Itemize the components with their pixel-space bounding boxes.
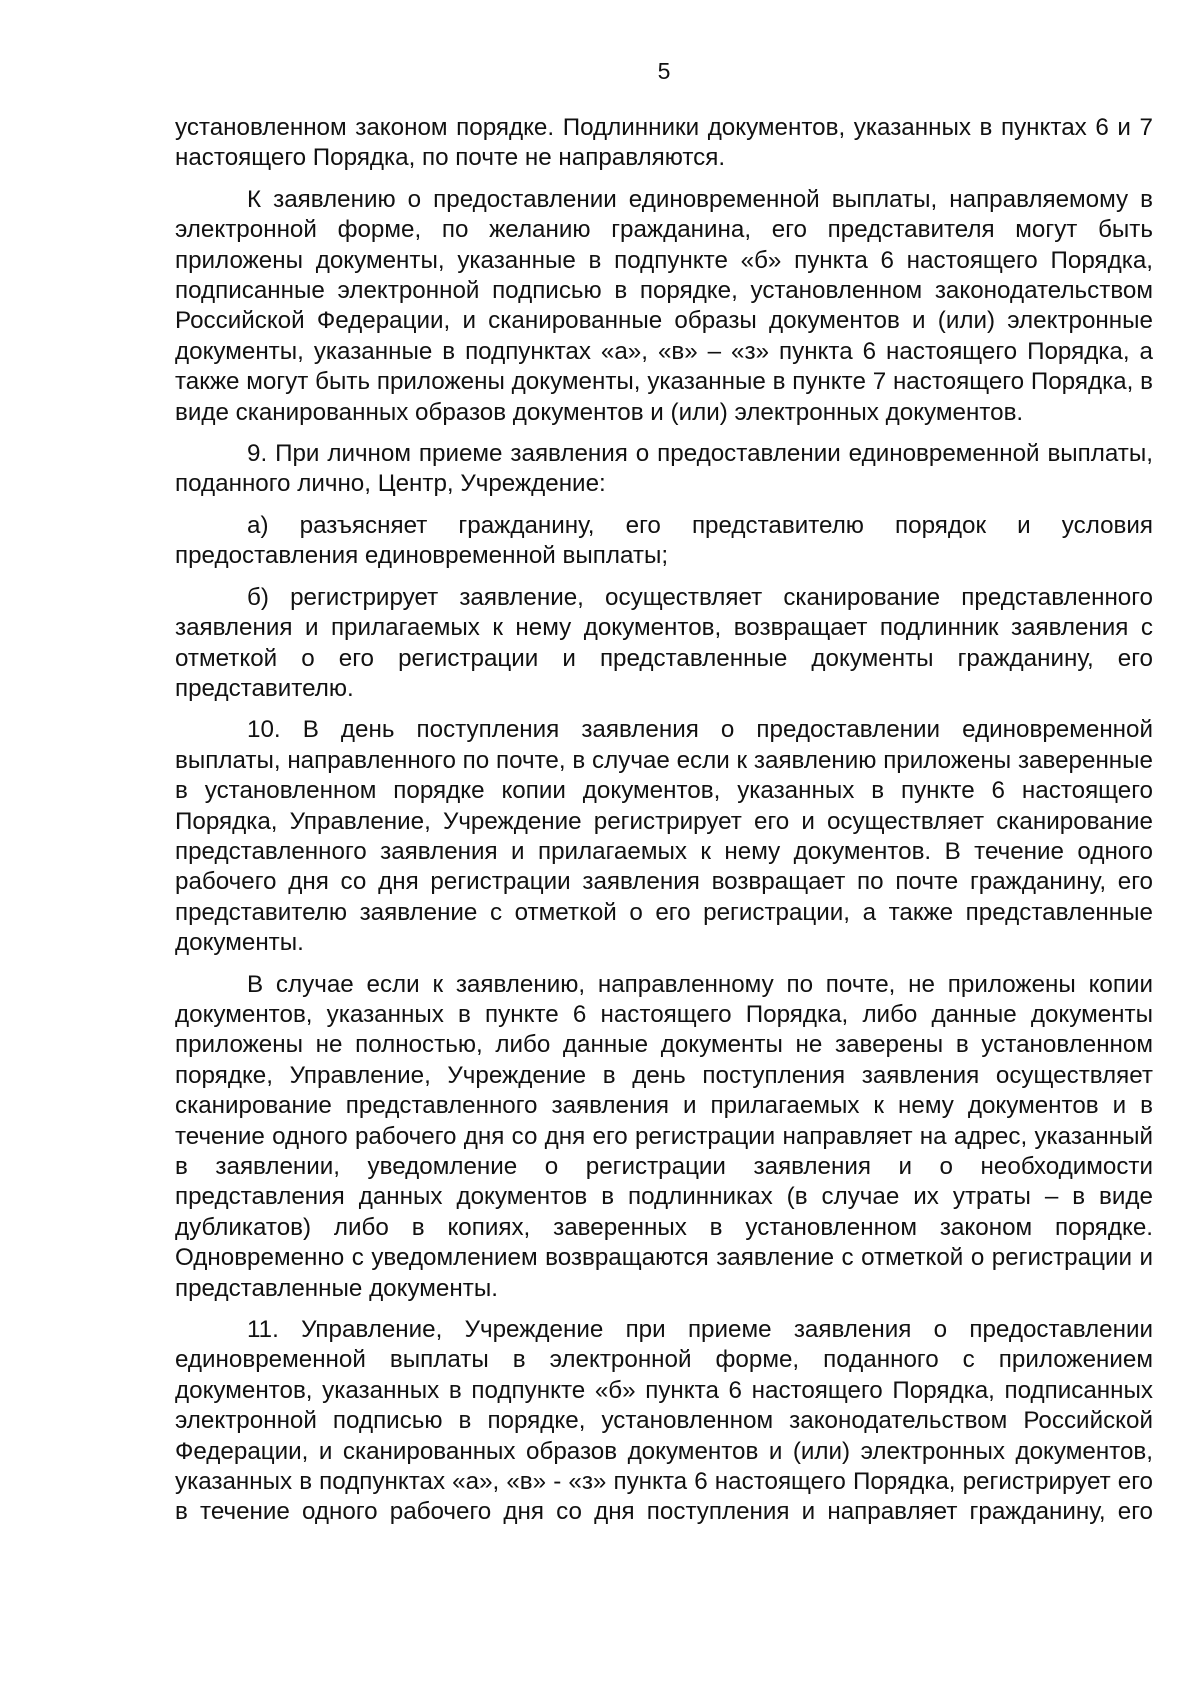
paragraph-electronic-attachments: К заявлению о предоставлении единовременной выплаты, направляемому в электронной форме, по желанию гражданина, его представителя могут быть приложены документы, указанные в подпункте «б» пункта 6 настоящего Порядка, подписанные электронной подписью в порядке, установленном законодательством Российской Федерации, и сканированные образы документов и (или) электронные документы, указанные в подпунктах «а», «в» – «з» пункта 6 настоящего Порядка, а также могут быть приложены документы, указанные в пункте 7 настоящего Порядка, в виде сканированных образов документов и (или) электронных документов. bbox=[175, 185, 1153, 426]
paragraph-clause-9-b: б) регистрирует заявление, осуществляет сканирование представленного заявления и прилагаемых к нему документов, возвращает подлинник заявления с отметкой о его регистрации и представленные документы гражданину, его представителю. bbox=[175, 583, 1153, 702]
paragraph-clause-9: 9. При личном приеме заявления о предоставлении единовременной выплаты, поданного лично, Центр, Учреждение: bbox=[175, 440, 1153, 498]
paragraph-clause-9-a: а) разъясняет гражданину, его представителю порядок и условия предоставления единовременной выплаты; bbox=[175, 511, 1153, 570]
paragraph-clause-11: 11. Управление, Учреждение при приеме заявления о предоставлении единовременной выплаты в электронной форме, поданного с приложением документов, указанных в подпункте «б» пункта 6 настоящего Порядка, подписанных электронной подписью в порядке, установленном законодательством Российской Федерации, и сканированных образов документов и (или) электронных документов, указанных в подпунктах «а», «в» - «з» пункта 6 настоящего Порядка, регистрирует его в течение одного рабочего дня со дня поступления и направляет гражданину, его bbox=[175, 1316, 1153, 1526]
paragraph-continuation: установленном законом порядке. Подлинники документов, указанных в пунктах 6 и 7 настоящего Порядка, по почте не направляются. bbox=[175, 114, 1153, 172]
paragraph-clause-10-missing-copies: В случае если к заявлению, направленному по почте, не приложены копии документов, указанных в пункте 6 настоящего Порядка, либо данные документы приложены не полностью, либо данные документы не заверены в установленном порядке, Управление, Учреждение в день поступления заявления осуществляет сканирование представленного заявления и прилагаемых к нему документов и в течение одного рабочего дня со дня его регистрации направляет на адрес, указанный в заявлении, уведомление о регистрации заявления и о необходимости представления данных документов в подлинниках (в случае их утраты – в виде дубликатов) либо в копиях, заверенных в установленном законом порядке. Одновременно с уведомлением возвращаются заявление с отметкой о регистрации и представленные документы. bbox=[175, 970, 1153, 1302]
paragraph-clause-10: 10. В день поступления заявления о предоставлении единовременной выплаты, направленного по почте, в случае если к заявлению приложены заверенные в установленном порядке копии документов, указанных в пункте 6 настоящего Порядка, Управление, Учреждение регистрирует его и осуществляет сканирование представленного заявления и прилагаемых к нему документов. В течение одного рабочего дня со дня регистрации заявления возвращает по почте гражданину, его представителю заявление с отметкой о его регистрации, а также представленные документы. bbox=[175, 716, 1153, 957]
document-body bbox=[175, 113, 1153, 1528]
page-number: 5 bbox=[657, 58, 671, 84]
